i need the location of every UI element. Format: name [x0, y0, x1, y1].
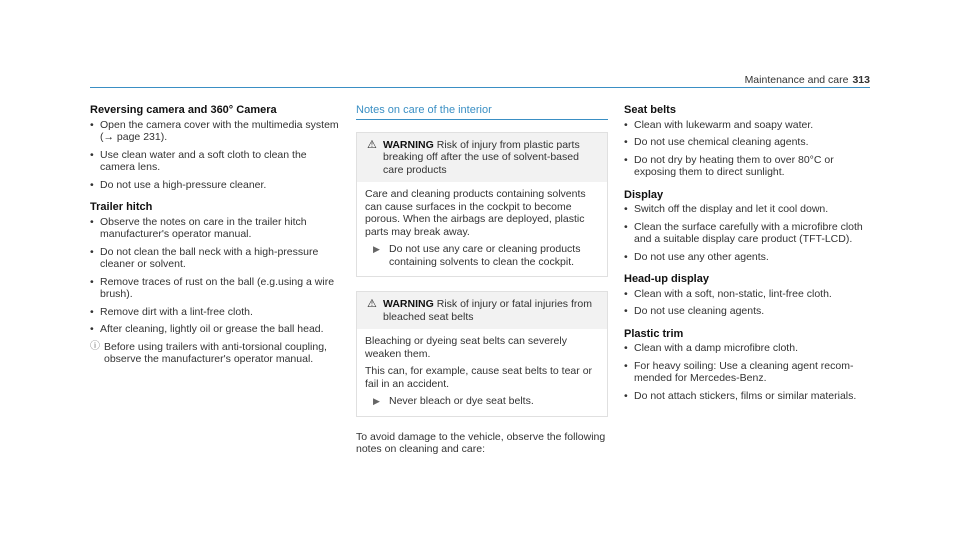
bullet-icon: •	[90, 275, 94, 288]
seatbelts-heading: Seat belts	[624, 104, 676, 116]
bullet-icon: •	[624, 250, 628, 263]
warning-triangle-icon: ⚠	[367, 138, 377, 151]
warning-label: WARNING	[383, 298, 434, 310]
list-item	[624, 288, 870, 301]
list-item	[624, 342, 870, 355]
note-text: Before using trailers with anti-torsional coupling, observe the manufacturer's operator manual.	[104, 340, 327, 365]
display-list	[624, 203, 870, 263]
list-item-text: Clean with lukewarm and soapy water.	[634, 118, 814, 131]
interior-heading: Notes on care of the interior	[356, 104, 608, 120]
camera-heading: Reversing camera and 360° Camera	[90, 104, 277, 116]
warning-box-plastic	[356, 132, 608, 278]
bullet-icon: •	[90, 305, 94, 318]
bullet-icon: •	[624, 287, 628, 300]
warning-heading: Risk of injury from plastic parts breaking off after the use of solvent-based care products	[383, 138, 580, 176]
warning-header	[357, 133, 607, 183]
list-item-text: Open the camera cover with the multimedia system (→ page 231).	[100, 118, 339, 143]
warning-action	[365, 243, 599, 268]
list-item	[624, 221, 870, 246]
headup-heading: Head-up display	[624, 273, 709, 285]
bullet-icon: •	[90, 245, 94, 258]
list-item	[90, 119, 340, 144]
list-item-text: Clean with a soft, non-static, lint-free cloth.	[634, 287, 832, 300]
list-item	[90, 216, 340, 241]
warning-heading: Risk of injury or fatal injuries from bleached seat belts	[383, 298, 592, 323]
header-text	[745, 74, 870, 86]
list-item-text: Do not dry by heating them to over 80°C or exposing them to direct sunlight.	[634, 153, 834, 178]
column-right	[624, 104, 870, 407]
list-item-text: Use clean water and a soft cloth to clean the camera lens.	[100, 148, 307, 173]
list-item-text: Switch off the display and let it cool down.	[634, 203, 829, 215]
list-item-text: Remove traces of rust on the ball (e.g.using a wire brush).	[100, 275, 335, 300]
list-item-text: Observe the notes on care in the trailer hitch manufacturer's operator manual.	[100, 215, 307, 240]
bullet-icon: •	[90, 148, 94, 161]
header-section: Maintenance and care	[744, 74, 849, 86]
list-item	[624, 390, 870, 403]
warning-action	[365, 395, 599, 408]
bullet-icon: •	[624, 342, 628, 354]
list-item	[624, 136, 870, 149]
warning-body	[357, 182, 607, 276]
list-item	[624, 119, 870, 132]
plastic-heading: Plastic trim	[624, 327, 684, 340]
trailer-note	[90, 341, 340, 366]
bullet-icon: •	[90, 178, 94, 191]
action-text: Do not use any care or cleaning products containing solvents to clean the cockpit.	[389, 243, 581, 268]
trailer-list	[90, 216, 340, 336]
trailer-heading: Trailer hitch	[90, 201, 153, 213]
list-item	[90, 149, 340, 174]
bullet-icon: •	[624, 153, 628, 166]
info-icon: ⓘ	[90, 340, 100, 352]
list-item-text: Clean the surface carefully with a microfibre cloth and a suitable display care product (TFT-LCD).	[634, 220, 863, 245]
page-header	[90, 74, 870, 88]
action-text: Never bleach or dye seat belts.	[389, 395, 534, 407]
list-item	[90, 276, 340, 301]
list-item	[90, 179, 340, 192]
seatbelts-list	[624, 119, 870, 179]
bullet-icon: •	[90, 215, 94, 228]
bullet-icon: •	[90, 323, 94, 335]
column-left	[90, 104, 340, 366]
list-item-text: Do not clean the ball neck with a high-pressure cleaner or solvent.	[100, 245, 319, 270]
action-arrow-icon: ▶	[373, 244, 380, 254]
bullet-icon: •	[90, 118, 94, 131]
warning-label: WARNING	[383, 138, 434, 151]
display-heading: Display	[624, 188, 664, 201]
camera-list	[90, 119, 340, 192]
list-item-text: After cleaning, lightly oil or grease the ball head.	[100, 323, 324, 335]
warning-box-seatbelts	[356, 291, 608, 417]
bullet-icon: •	[624, 220, 628, 233]
list-item-text: Do not use a high-pressure cleaner.	[100, 178, 267, 191]
list-item-text: For heavy soiling: Use a cleaning agent recommended for Mercedes-Benz.	[634, 359, 854, 384]
list-item	[90, 246, 340, 271]
warning-header	[357, 292, 607, 329]
list-item-text: Clean with a damp microfibre cloth.	[634, 342, 798, 354]
warning-body	[357, 329, 607, 416]
list-item	[90, 306, 340, 319]
bullet-icon: •	[624, 389, 628, 402]
headup-list	[624, 288, 870, 318]
list-item-text: Do not attach stickers, films or similar materials.	[634, 389, 857, 402]
bullet-icon: •	[624, 359, 628, 372]
list-item	[624, 203, 870, 216]
list-item-text: Do not use chemical cleaning agents.	[634, 136, 809, 148]
list-item	[624, 251, 870, 264]
column-middle	[356, 104, 608, 456]
bullet-icon: •	[624, 203, 628, 215]
warning-triangle-icon: ⚠	[367, 298, 377, 310]
plastic-list	[624, 342, 870, 402]
action-arrow-icon: ▶	[373, 396, 380, 406]
closing-text: To avoid damage to the vehicle, observe the following notes on cleaning and care:	[356, 430, 606, 455]
warning-text: Care and cleaning products containing solvents can cause surfaces in the cockpit to become porous. When the airbags are deployed, plastic parts may break away.	[365, 188, 586, 238]
bullet-icon: •	[624, 305, 628, 317]
list-item-text: Do not use any other agents.	[634, 250, 769, 263]
list-item	[624, 360, 870, 385]
list-item-text: Remove dirt with a lint-free cloth.	[100, 305, 253, 318]
list-item	[90, 323, 340, 336]
bullet-icon: •	[624, 136, 628, 148]
list-item	[624, 154, 870, 179]
list-item	[624, 305, 870, 318]
warning-text: Bleaching or dyeing seat belts can severely weaken them.	[365, 335, 567, 360]
warning-text: This can, for example, cause seat belts to tear or fail in an accident.	[365, 365, 593, 390]
bullet-icon: •	[624, 118, 628, 131]
list-item-text: Do not use cleaning agents.	[634, 305, 765, 317]
page-number: 313	[852, 74, 870, 86]
